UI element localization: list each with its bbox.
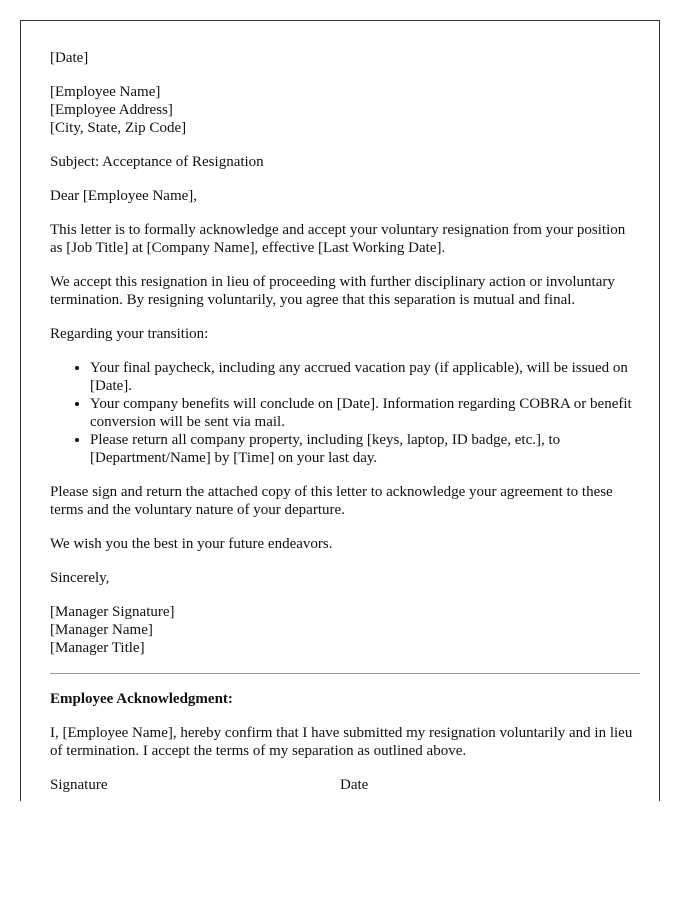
signature-label: Signature bbox=[50, 777, 108, 793]
letter-salutation: Dear [Employee Name], bbox=[50, 188, 198, 204]
manager-title: [Manager Title] bbox=[50, 640, 145, 656]
transition-list bbox=[50, 359, 640, 467]
letter-closing: Sincerely, bbox=[50, 570, 110, 586]
manager-signature-block bbox=[50, 603, 640, 657]
date-label: Date bbox=[340, 777, 369, 793]
transition-item-benefits: • Your company benefits will conclude on [Date]. Information regarding COBRA or benefit conversion will be sent via mail. bbox=[90, 395, 640, 431]
recipient-address: [Employee Address] bbox=[50, 102, 173, 118]
transition-item-property: • Please return all company property, including [keys, laptop, ID badge, etc.], to [Department/Name] by [Time] on your last day. bbox=[90, 431, 640, 467]
letter-content bbox=[50, 49, 640, 794]
section-divider bbox=[50, 673, 640, 674]
recipient-city-state-zip: [City, State, Zip Code] bbox=[50, 120, 187, 136]
recipient-name: [Employee Name] bbox=[50, 84, 161, 100]
letter-subject: Subject: Acceptance of Resignation bbox=[50, 154, 264, 170]
paragraph-best-wishes: We wish you the best in your future endeavors. bbox=[50, 536, 333, 552]
acknowledgment-heading: Employee Acknowledgment: bbox=[50, 691, 233, 707]
paragraph-in-lieu: We accept this resignation in lieu of proceeding with further disciplinary action or involuntary termination. By resigning voluntarily, you agree that this separation is mutual and final. bbox=[50, 274, 615, 308]
paragraph-sign-return: Please sign and return the attached copy of this letter to acknowledge your agreement to these terms and the voluntary nature of your departure. bbox=[50, 484, 613, 518]
paragraph-acknowledge: This letter is to formally acknowledge and accept your voluntary resignation from your position as [Job Title] at [Company Name], effective [Last Working Date]. bbox=[50, 222, 626, 256]
manager-name: [Manager Name] bbox=[50, 622, 153, 638]
transition-intro: Regarding your transition: bbox=[50, 326, 209, 342]
acknowledgment-statement: I, [Employee Name], hereby confirm that I have submitted my resignation voluntarily and in lieu of termination. I accept the terms of my separation as outlined above. bbox=[50, 725, 633, 759]
manager-signature: [Manager Signature] bbox=[50, 604, 175, 620]
recipient-address-block bbox=[50, 83, 640, 137]
acknowledgment-signature-row bbox=[50, 776, 640, 794]
transition-item-paycheck: • Your final paycheck, including any accrued vacation pay (if applicable), will be issued on [Date]. bbox=[90, 359, 640, 395]
letter-date: [Date] bbox=[50, 50, 89, 66]
letter-page bbox=[20, 20, 660, 801]
